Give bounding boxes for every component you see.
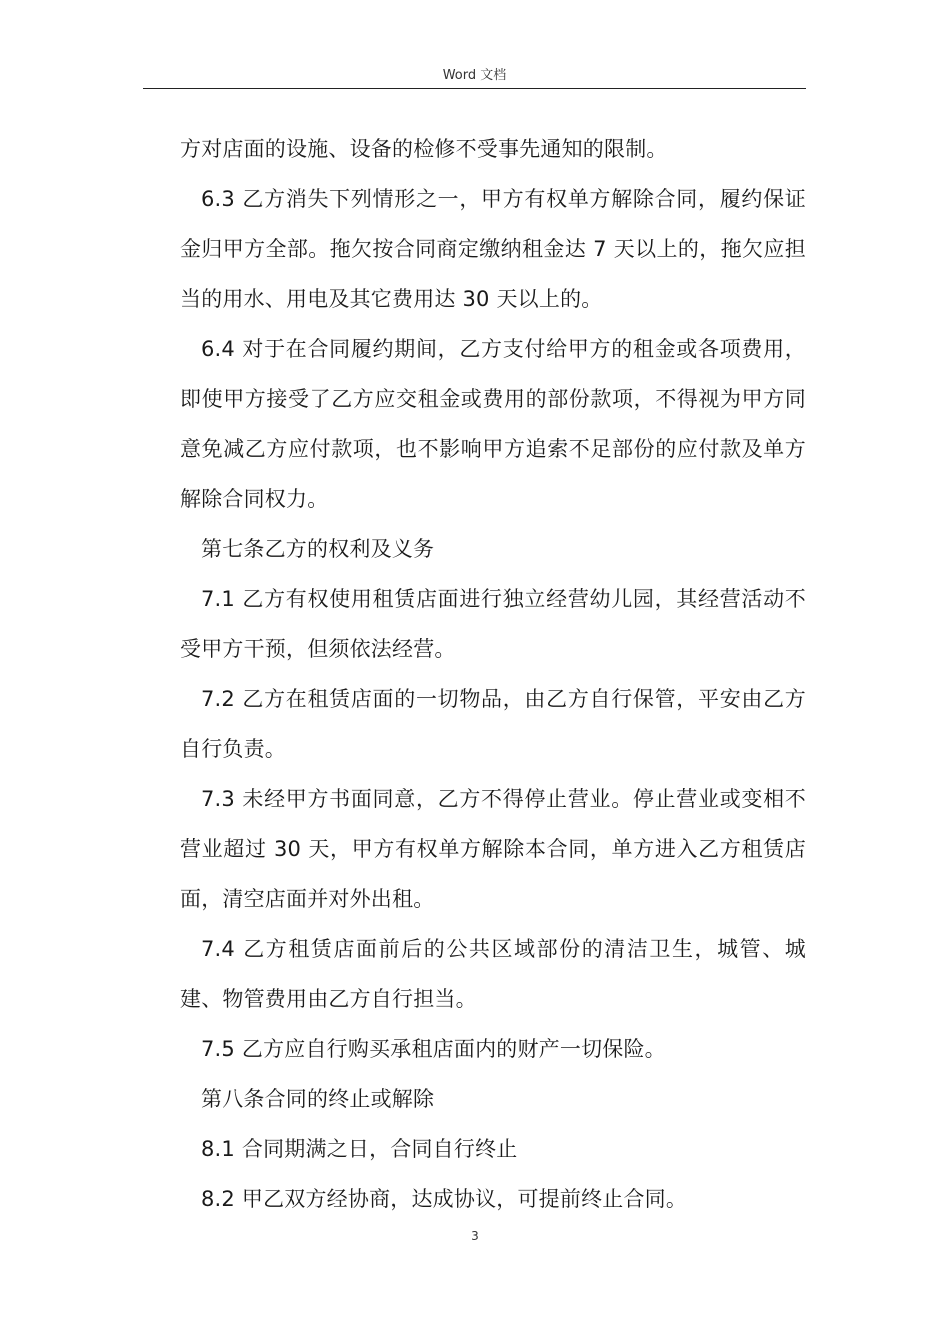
- paragraph-7-2: 7.2 乙方在租赁店面的一切物品，由乙方自行保管，平安由乙方自行负责。: [180, 687, 806, 761]
- document-body: [180, 124, 806, 1224]
- paragraph-7-1: 7.1 乙方有权使用租赁店面进行独立经营幼儿园，其经营活动不受甲方干预，但须依法经营。: [180, 587, 806, 661]
- paragraph-6-4: 6.4 对于在合同履约期间，乙方支付给甲方的租金或各项费用，即使甲方接受了乙方应交租金或费用的部份款项，不得视为甲方同意免减乙方应付款项，也不影响甲方追索不足部份的应付款及单方解除合同权力。: [180, 337, 806, 511]
- section-heading-article-7: 第七条乙方的权利及义务: [201, 537, 435, 561]
- paragraph-continuation: 方对店面的设施、设备的检修不受事先通知的限制。: [180, 137, 668, 161]
- paragraph-6-3: 6.3 乙方消失下列情形之一，甲方有权单方解除合同，履约保证金归甲方全部。拖欠按合同商定缴纳租金达 7 天以上的，拖欠应担当的用水、用电及其它费用达 30 天以上的。: [180, 187, 806, 311]
- paragraph-8-1: 8.1 合同期满之日，合同自行终止: [201, 1137, 518, 1161]
- page-number: 3: [471, 1229, 479, 1243]
- page-header: Word 文档: [143, 66, 806, 89]
- paragraph-7-4: 7.4 乙方租赁店面前后的公共区域部份的清洁卫生，城管、城建、物管费用由乙方自行担当。: [180, 937, 806, 1011]
- paragraph-8-2: 8.2 甲乙双方经协商，达成协议，可提前终止合同。: [201, 1187, 688, 1211]
- paragraph-7-3: 7.3 未经甲方书面同意，乙方不得停止营业。停止营业或变相不营业超过 30 天，甲方有权单方解除本合同，单方进入乙方租赁店面，清空店面并对外出租。: [180, 787, 806, 911]
- paragraph-7-5: 7.5 乙方应自行购买承租店面内的财产一切保险。: [201, 1037, 666, 1061]
- section-heading-article-8: 第八条合同的终止或解除: [201, 1087, 435, 1111]
